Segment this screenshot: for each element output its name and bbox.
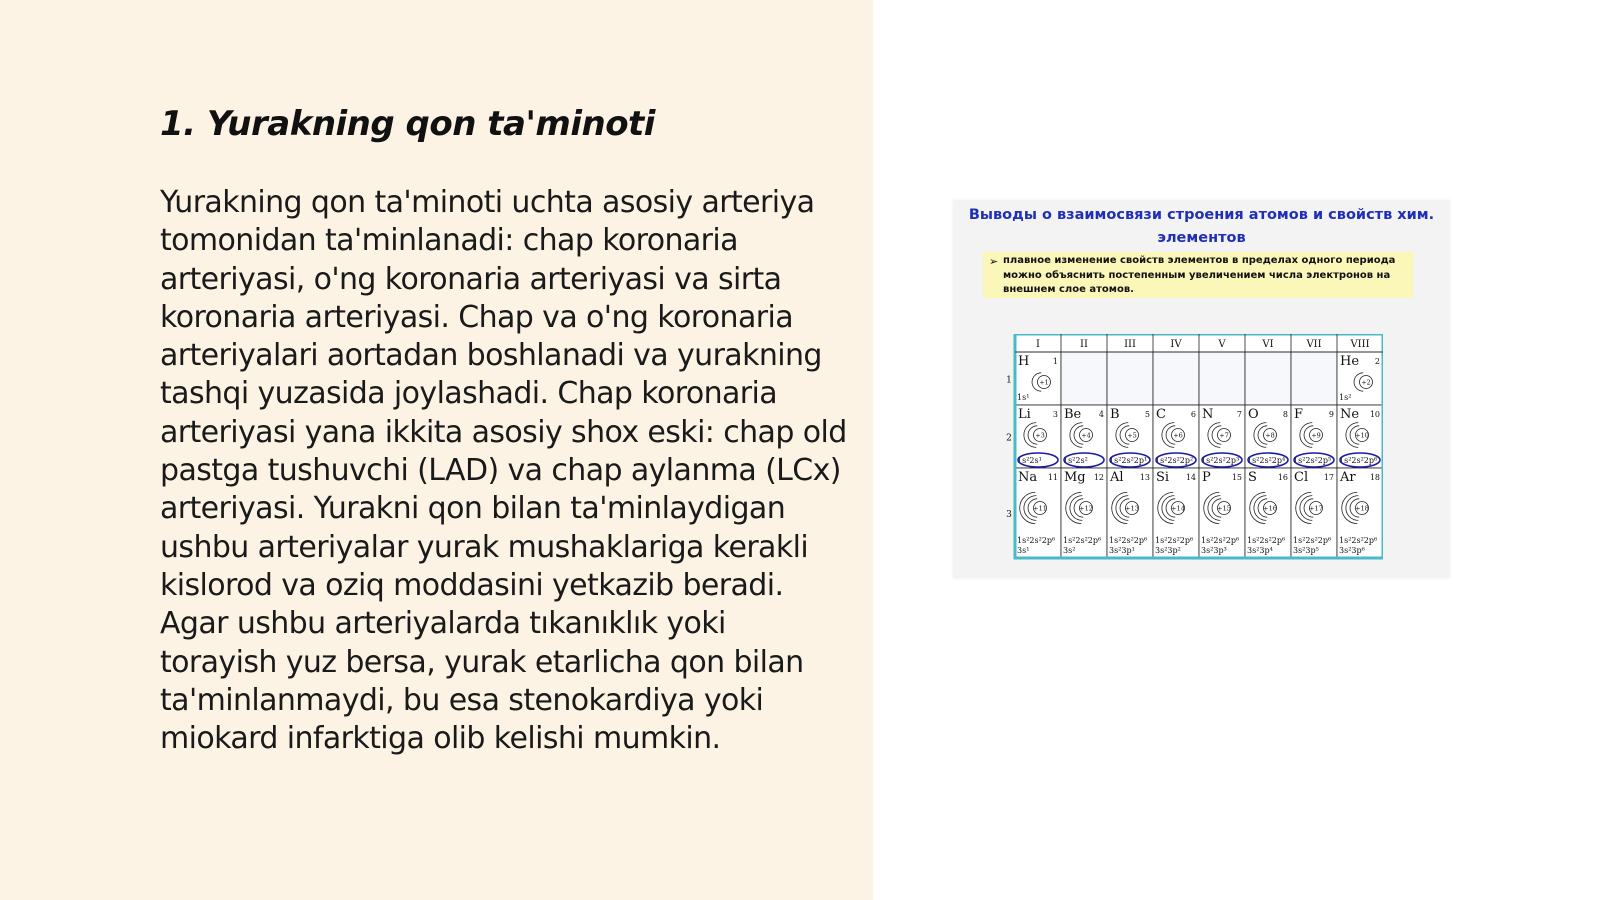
element-number-Cl: 17 — [1323, 473, 1334, 482]
slide-body-text: Yurakning qon ta'minoti uchta asosiy arteriya tomonidan ta'minlanadi: chap koronaria arteriyasi, o'ng koronaria arteriyasi va sirta koronaria arteriyasi. Chap va o'ng koronaria arteriyalari aortadan boshlanadi va yurakning tashqi yuzasida joylashadi. Chap koronaria arteriyasi yana ikkita asosiy shox eski: chap old pastga tushuvchi (LAD) va chap aylanma (LCx) arteriyasi. Yurakni qon bilan ta'minlaydigan ushbu arteriyalar yurak mushaklariga kerakli kislorod va oziq moddasini yetkazib beradi. Agar ushbu arteriyalarda tıkanıklık yoki torayish yuz bersa, yurak etarlicha qon bilan ta'minlanmaydi, bu esa stenokardiya yoki miokard infarktiga olib kelishi mumkin. — [160, 185, 847, 757]
element-number-H: 1 — [1052, 357, 1058, 366]
config-Ar: 1s²2s²2p⁶ — [1339, 536, 1378, 545]
element-number-Be: 4 — [1098, 410, 1104, 419]
element-symbol-Cl: Cl — [1294, 470, 1309, 485]
nucleus-charge-S: +16 — [1263, 504, 1277, 513]
element-symbol-Si: Si — [1156, 470, 1170, 485]
config-P: 1s²2s²2p⁶ — [1201, 536, 1240, 545]
element-cell — [1107, 352, 1153, 405]
config-Cl: 1s²2s²2p⁶ — [1293, 536, 1332, 545]
element-cell — [1153, 352, 1199, 405]
nucleus-charge-Ne: +10 — [1355, 431, 1369, 440]
config-C: 1s²2s²2p² — [1155, 456, 1194, 465]
element-number-Ar: 18 — [1369, 473, 1380, 482]
element-symbol-Li: Li — [1018, 407, 1031, 422]
element-number-Na: 11 — [1047, 473, 1058, 482]
config2-Al: 3s²3p¹ — [1109, 546, 1135, 555]
element-symbol-H: H — [1018, 354, 1030, 369]
figure-title: Выводы о взаимосвязи строения атомов и свойств хим. элементов — [968, 207, 1435, 246]
group-header-III: III — [1124, 339, 1136, 350]
nucleus-charge-Mg: +12 — [1079, 504, 1093, 513]
element-number-P: 15 — [1231, 473, 1242, 482]
element-symbol-P: P — [1202, 470, 1211, 485]
config-Al: 1s²2s²2p⁶ — [1109, 536, 1148, 545]
config-O: 1s²2s²2p⁴ — [1247, 456, 1286, 465]
nucleus-charge-Si: +14 — [1171, 504, 1185, 513]
element-number-He: 2 — [1374, 357, 1380, 366]
group-header-VI: VI — [1262, 339, 1274, 350]
element-symbol-Ne: Ne — [1340, 407, 1360, 422]
nucleus-charge-O: +8 — [1265, 431, 1275, 440]
nucleus-charge-Na: +11 — [1033, 504, 1047, 513]
element-cell — [1245, 352, 1291, 405]
bullet-arrow-icon: ➢ — [989, 255, 999, 268]
nucleus-charge-Li: +3 — [1035, 431, 1045, 440]
element-number-N: 7 — [1236, 410, 1242, 419]
config-Na: 1s²2s²2p⁶ — [1017, 536, 1056, 545]
nucleus-charge-Cl: +17 — [1309, 504, 1323, 513]
config2-S: 3s²3p⁴ — [1247, 546, 1273, 555]
group-header-VII: VII — [1306, 339, 1322, 350]
config-S: 1s²2s²2p⁶ — [1247, 536, 1286, 545]
element-number-Ne: 10 — [1369, 410, 1380, 419]
config-H: 1s¹ — [1017, 393, 1030, 402]
slide-heading: 1. Yurakning qon ta'minoti — [160, 104, 655, 144]
group-header-VIII: VIII — [1350, 339, 1370, 350]
element-symbol-F: F — [1294, 407, 1304, 422]
config-Si: 1s²2s²2p⁶ — [1155, 536, 1194, 545]
nucleus-charge-N: +7 — [1219, 431, 1229, 440]
element-symbol-B: B — [1110, 407, 1120, 422]
figure-note-text: плавное изменение свойств элементов в пределах одного периода можно объяснить постепенным увеличением числа электронов на внешнем слое атомов. — [1003, 255, 1396, 295]
element-number-C: 6 — [1190, 410, 1196, 419]
element-cell — [1061, 352, 1107, 405]
element-number-B: 5 — [1144, 410, 1150, 419]
element-number-Li: 3 — [1052, 410, 1058, 419]
figure-note-box — [983, 252, 1413, 298]
element-symbol-O: O — [1248, 407, 1259, 422]
element-number-O: 8 — [1282, 410, 1288, 419]
element-symbol-Al: Al — [1110, 470, 1124, 485]
config-Mg: 1s²2s²2p⁶ — [1063, 536, 1102, 545]
group-header-I: I — [1036, 339, 1040, 350]
element-number-S: 16 — [1277, 473, 1288, 482]
config-F: 1s²2s²2p⁵ — [1293, 456, 1332, 465]
element-symbol-N: N — [1202, 407, 1214, 422]
element-symbol-He: He — [1340, 354, 1360, 369]
element-number-Mg: 12 — [1093, 473, 1104, 482]
element-symbol-S: S — [1248, 470, 1257, 485]
config-Be: 1s²2s² — [1063, 456, 1088, 465]
nucleus-charge-B: +5 — [1127, 431, 1137, 440]
nucleus-charge-He: +2 — [1361, 378, 1371, 387]
period-label-3: 3 — [1006, 510, 1012, 520]
nucleus-charge-Al: +13 — [1125, 504, 1139, 513]
period-label-1: 1 — [1006, 375, 1012, 386]
config2-Cl: 3s²3p⁵ — [1293, 546, 1319, 555]
nucleus-charge-Ar: +18 — [1355, 504, 1369, 513]
nucleus-charge-H: +1 — [1039, 378, 1049, 387]
group-header-II: II — [1080, 339, 1088, 350]
element-cell — [1291, 352, 1337, 405]
config2-P: 3s²3p³ — [1201, 546, 1227, 555]
group-header-V: V — [1218, 339, 1226, 350]
element-number-F: 9 — [1328, 410, 1334, 419]
config-B: 1s²2s²2p¹ — [1109, 456, 1148, 465]
config2-Si: 3s²3p² — [1155, 546, 1181, 555]
nucleus-charge-P: +15 — [1217, 504, 1231, 513]
periodic-table — [999, 334, 1383, 564]
periodic-table-figure — [953, 200, 1450, 578]
config-Ne: 1s²2s²2p⁶ — [1339, 456, 1378, 465]
config2-Mg: 3s² — [1063, 546, 1076, 555]
config-Li: 1s²2s¹ — [1017, 456, 1042, 465]
element-cell — [1199, 352, 1245, 405]
element-symbol-Be: Be — [1064, 407, 1082, 422]
nucleus-charge-C: +6 — [1173, 431, 1183, 440]
config2-Na: 3s¹ — [1017, 546, 1030, 555]
nucleus-charge-F: +9 — [1311, 431, 1321, 440]
config2-Ar: 3s²3p⁶ — [1339, 546, 1365, 555]
nucleus-charge-Be: +4 — [1081, 431, 1091, 440]
element-number-Al: 13 — [1139, 473, 1150, 482]
element-symbol-Mg: Mg — [1064, 470, 1086, 485]
element-symbol-Ar: Ar — [1340, 470, 1356, 485]
element-symbol-Na: Na — [1018, 470, 1038, 485]
element-symbol-C: C — [1156, 407, 1166, 422]
config-He: 1s² — [1339, 393, 1352, 402]
period-label-2: 2 — [1006, 433, 1012, 444]
config-N: 1s²2s²2p³ — [1201, 456, 1240, 465]
element-number-Si: 14 — [1185, 473, 1196, 482]
group-header-IV: IV — [1170, 339, 1182, 350]
